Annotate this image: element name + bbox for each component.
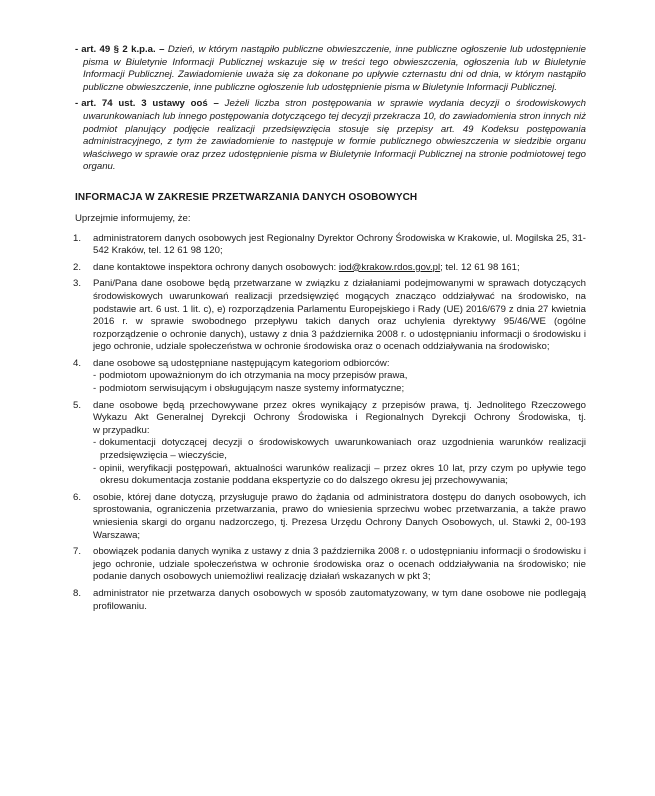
item-number: 3. <box>73 278 82 290</box>
sub-bullet <box>93 370 586 383</box>
legal-note-text: Jeżeli liczba stron postępowania w sprawie wydania decyzji o środowiskowych uwarunkowaniach lub innego postępowania dotyczącego tej decyzji przekracza 10, do zawiadomienia stron innych niż podmiot planujący podjęcie realizacji przedsięwzięcia stosuje się przepisy art. 49 Kodeksu postępowania administracyjnego, z tym że zawiadomienie to następuje w formie publicznego obwieszczenia w siedzibie organu właściwego w sprawie oraz przez udostępnienie pisma w Biuletynie Informacji Publicznej na stronie podmiotowej tego organu. <box>83 98 587 173</box>
bullet-dash: - <box>75 98 79 110</box>
item-text: dane osobowe są udostępniane następującym kategoriom odbiorców: <box>93 357 390 369</box>
item-text: osobie, której dane dotyczą, przysługuje prawo do żądania od administratora dostępu do danych osobowych, ich sprostowania, ograniczenia przetwarzania, prawo do wniesienia sprzeciwu wobec przetwarzania, a także prawo wniesienia skargi do organu nadzorczego, tj. Prezesa Urzędu Ochrony Danych Osobowych, ul. Stawki 2, 00-193 Warszawa; <box>93 491 586 541</box>
list-item-3 <box>75 278 586 354</box>
sub-bullet <box>93 383 586 396</box>
intro-line: Uprzejmie informujemy, że: <box>75 212 191 224</box>
sub-bullet-dash: - <box>93 383 97 395</box>
legal-note-art-49 <box>75 44 586 94</box>
legal-note-art-74 <box>75 98 586 174</box>
bullet-dash: - <box>75 44 79 55</box>
sub-bullet <box>93 437 586 462</box>
sub-bullet-text: opinii, weryfikacji postępowań, aktualności warunków realizacji – przez okres 10 lat, przy czym po upływie tego okresu dokumentacja zostanie poddana ekspertyzie co do dalszego okresu jej przechowywania; <box>99 462 586 487</box>
item-text: dane osobowe będą przechowywane przez okres wynikający z przepisów prawa, tj. Jednolitego Rzeczowego Wykazu Akt Generalnej Dyrekcji Ochrony Środowiska i Regionalnych Dyrekcji Ochrony Środowiska, tj. w przypadku: <box>93 399 586 436</box>
item-text: administratorem danych osobowych jest Regionalny Dyrektor Ochrony Środowiska w Krakowie, ul. Mogilska 25, 31-542 Kraków, tel. 12 61 98 120; <box>93 232 586 257</box>
legal-note-label: art. 74 ust. 3 ustawy ooś – <box>81 98 219 110</box>
item-number: 4. <box>73 357 82 369</box>
legal-note-text: Dzień, w którym nastąpiło publiczne obwieszczenie, inne publiczne ogłoszenie lub udostępnienie pisma w Biuletynie Informacji Publicznej wskazuje się w treści tego obwieszczenia, ogłoszenia lub w Biuletynie Informacji Publicznej. Zawiadomienie uważa się za dokonane po upływie czternastu dni od dnia, w którym nastąpiło publiczne obwieszczenie, inne publiczne ogłoszenie lub udostępnienie pisma w Biuletynie Informacji Publicznej. <box>83 44 586 93</box>
item-number: 7. <box>73 546 82 558</box>
numbered-list <box>75 233 586 614</box>
sub-bullet-dash: - <box>93 370 97 382</box>
list-item-5 <box>75 400 586 488</box>
section-heading: INFORMACJA W ZAKRESIE PRZETWARZANIA DANYCH OSOBOWYCH <box>75 191 418 203</box>
item-text: obowiązek podania danych wynika z ustawy z dnia 3 października 2008 r. o udostępnianiu informacji o środowisku i jego ochronie, udziale społeczeństwa w ochronie środowiska oraz o ocenach oddziaływania na środowisko; nie podanie danych osobowych uniemożliwi realizację działań wskazanych w pkt 3; <box>93 546 586 583</box>
item-number: 1. <box>73 232 82 244</box>
list-item-6 <box>75 492 586 542</box>
item-number: 6. <box>73 491 82 503</box>
list-item-4 <box>75 358 586 396</box>
sub-bullet <box>93 463 586 488</box>
list-item-1 <box>75 233 586 258</box>
sub-bullet-text: podmiotom upoważnionym do ich otrzymania na mocy przepisów prawa, <box>99 370 408 382</box>
item-number: 8. <box>73 587 82 599</box>
sub-bullet-dash: - <box>93 462 97 474</box>
sub-bullet-text: dokumentacji dotyczącej decyzji o środowiskowych uwarunkowaniach oraz uzgodnienia warunków realizacji przedsięwzięcia – wieczyście, <box>99 437 586 462</box>
list-item-2 <box>75 262 586 275</box>
item-number: 2. <box>73 261 82 273</box>
item-text: dane kontaktowe inspektora ochrony danych osobowych: <box>93 261 339 273</box>
list-item-7 <box>75 546 586 584</box>
sub-bullet-dash: - <box>93 437 97 449</box>
document-content <box>75 44 586 617</box>
legal-note-label: art. 49 § 2 k.p.a. – <box>81 44 165 55</box>
item-text-after: ; tel. 12 61 98 161; <box>440 261 520 273</box>
item-number: 5. <box>73 399 82 411</box>
item-text: Pani/Pana dane osobowe będą przetwarzane w związku z działaniami podejmowanymi w sprawach dotyczących środowiskowych uwarunkowań realizacji przedsięwzięć mogących znacząco oddziaływać na środowisko, na podstawie art. 6 ust. 1 lit. c), e) rozporządzenia Parlamentu Europejskiego i Rady (UE) 2016/679 z dnia 27 kwietnia 2016 r. w sprawie swobodnego przepływu takich danych oraz uchylenia dyrektywy 95/46/WE (ogólne rozporządzenie o ochronie danych), ustawy z dnia 3 października 2008 r. o udostępnianiu informacji o środowisku i jego ochronie, udziale społeczeństwa w ochronie środowiska oraz o ocenach oddziaływania na środowisko; <box>93 278 586 353</box>
email-link[interactable]: iod@krakow.rdos.gov.pl <box>338 261 441 273</box>
list-item-8 <box>75 588 586 613</box>
sub-bullet-text: podmiotom serwisującym i obsługującym nasze systemy informatyczne; <box>99 383 405 395</box>
item-text: administrator nie przetwarza danych osobowych w sposób zautomatyzowany, w tym dane osobowe nie podlegają profilowaniu. <box>93 587 586 612</box>
